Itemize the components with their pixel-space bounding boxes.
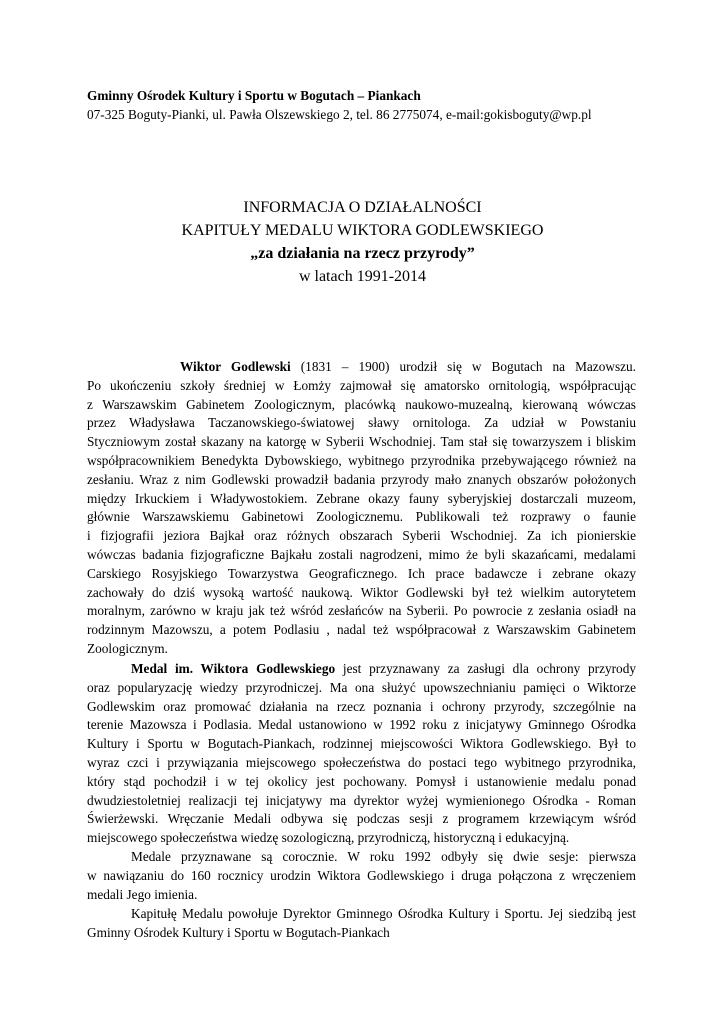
text-line: dwudziestoletniej realizacji tej inicjatywy ma dyrektor wyżej wymienionego Ośrodka - Roman <box>87 792 636 808</box>
text-line: moralnym, zarówno w kraju jak też wśród zesłańców na Syberii. Po powrocie z zesłania osiadł na <box>87 603 636 619</box>
text-line: medali Jego imienia. <box>87 886 198 902</box>
text-line: zachowały do dziś wysoką wartość naukową. Wiktor Godlewski był też wielkim autorytetem <box>87 584 636 600</box>
organization-header <box>87 86 592 124</box>
text-line: Carskiego Rosyjskiego Towarzystwa Geograficznego. Ich prace badawcze i zebrane okazy <box>87 565 636 581</box>
medal-line: jest przyznawany za zasługi dla ochrony przyrody <box>335 661 636 676</box>
bio-line: (1831 – 1900) urodził się w Bogutach na Mazowszu. <box>290 359 636 374</box>
title-line-4: w latach 1991-2014 <box>298 268 427 285</box>
text-line: wówczas badania fizjograficzne Bajkału zostali nagrodzeni, mimo że byli skazańcami, medalami <box>87 546 636 562</box>
text-line: Styczniowym został skazany na katorgę w Syberii Wschodniej. Tam stał się towarzyszem i bliskim <box>87 434 636 450</box>
medal-lead-name: Medal im. Wiktora Godlewskiego <box>131 661 336 676</box>
text-line: Po ukończeniu szkoły średniej w Łomży zajmował się amatorsko ornitologią, współpracując <box>87 377 636 393</box>
text-line: Świerżewski. Wręczanie Medali odbywa się podczas sesji z programem krzewiącym wśród <box>87 811 636 827</box>
text-line: Kapitułę Medalu powołuje Dyrektor Gminnego Ośrodka Kultury i Sportu. Jej siedzibą jest <box>131 906 636 921</box>
text-line: Zoologicznym. <box>87 640 168 656</box>
text-line: Medale przyznawane są corocznie. W roku 1992 odbyły się dwie sesje: pierwsza <box>131 849 636 864</box>
paragraph-godlewski-bio <box>87 358 636 659</box>
text-line: przez Władysława Taczanowskiego-światowej sławy ornitologa. Za udział w Powstaniu <box>87 415 636 431</box>
organization-address: 07-325 Boguty-Pianki, ul. Pawła Olszewskiego 2, tel. 86 2775074, e-mail:gokisboguty@wp.pl <box>87 107 592 122</box>
paragraph-medal-description <box>87 660 636 848</box>
text-line: z Warszawskim Gabinetem Zoologicznym, placówką naukowo-muzealną, kierowaną wówczas <box>87 396 636 412</box>
organization-name: Gminny Ośrodek Kultury i Sportu w Bogutach – Piankach <box>87 88 421 103</box>
title-line-2: KAPITUŁY MEDALU WIKTORA GODLEWSKIEGO <box>181 222 544 239</box>
text-line <box>87 358 636 377</box>
text-line <box>87 660 636 679</box>
title-line-3: „za działania na rzecz przyrody” <box>250 245 475 262</box>
text-line: i fizjografii jeziora Bajkał oraz różnych obszarach Syberii Wschodniej. Za ich pionierskie <box>87 528 636 544</box>
text-line: współpracownikiem Benedykta Dybowskiego, wybitnego przyrodnika przebywającego również na <box>87 452 636 468</box>
text-line: zesłaniu. Wraz z nim Godlewski prowadził badania przyrody mało znanych obszarów położonych <box>87 471 636 487</box>
text-line: Godlewskim oraz promować działania na rzecz poznania i ochrony przyrody, szczególnie na <box>87 698 636 714</box>
text-line: Gminny Ośrodek Kultury i Sportu w Bogutach-Piankach <box>87 924 390 940</box>
bio-lead-name: Wiktor Godlewski <box>180 359 291 374</box>
title-line-1: INFORMACJA O DZIAŁALNOŚCI <box>243 199 482 216</box>
text-line: terenie Mazowsza i Podlasia. Medal ustanowiono w 1992 roku z inicjatywy Gminnego Ośrodka <box>87 717 636 733</box>
text-line: w nawiązaniu do 160 rocznicy urodzin Wiktora Godlewskiego i druga połączona z wręczeniem <box>87 867 636 883</box>
paragraph-medal-sessions <box>87 848 636 904</box>
text-line: rodzinnym Mazowszu, a potem Podlasiu , nadal też współpracował z Warszawskim Gabinetem <box>87 622 636 638</box>
text-line: oraz popularyzację wiedzy przyrodniczej. Ma ona służyć upowszechnianiu pamięci o Wiktorze <box>87 679 636 695</box>
text-line: wyraz czci i przywiązania miejscowego społeczeństwa do postaci tego wybitnego przyrodnika, <box>87 754 636 770</box>
text-line: między Irkuckiem i Władywostokiem. Zebrane okazy fauny syberyjskiej dostarczali muzeom, <box>87 490 636 506</box>
text-line: który stąd pochodził i w tej okolicy jest pochowany. Pomysł i ustanowienie medalu ponad <box>87 773 636 789</box>
text-line: miejscowego społeczeństwa wiedzę sozologiczną, przyrodniczą, historyczną i edukacyjną. <box>87 830 570 846</box>
text-line: Kultury i Sportu w Bogutach-Piankach, rodzinnej miejscowości Wiktora Godlewskiego. Był to <box>87 736 636 752</box>
document-title <box>0 196 725 288</box>
text-line: głównie Warszawskiemu Gabinetowi Zoologicznemu. Publikowali też rozprawy o faunie <box>87 509 636 525</box>
paragraph-chapter <box>87 905 636 943</box>
